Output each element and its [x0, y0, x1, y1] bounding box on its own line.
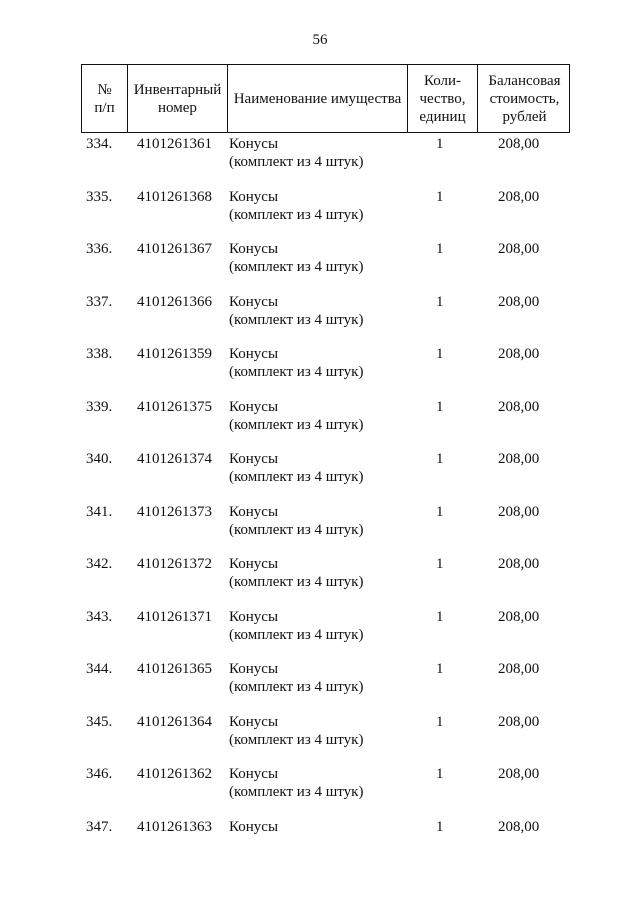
- inventory-number: 4101261359: [137, 346, 212, 362]
- row-number: 343.: [86, 608, 113, 625]
- quantity: 1: [436, 608, 444, 625]
- property-name: [229, 188, 363, 224]
- balance-cost: 208,00: [498, 188, 540, 205]
- row-number: 344.: [86, 661, 113, 677]
- property-name-line2: (комплект из 4 штук): [229, 784, 364, 800]
- table-row: [0, 713, 640, 766]
- property-name-line1: Конусы: [229, 293, 279, 310]
- table-row: [0, 398, 640, 451]
- balance-cost: 208,00: [498, 503, 540, 520]
- row-number: 338.: [86, 346, 113, 362]
- table-body: [0, 135, 640, 870]
- quantity: 1: [436, 136, 444, 152]
- property-name-line1: Конусы: [229, 451, 279, 467]
- quantity: 1: [436, 188, 444, 205]
- inventory-number: 4101261361: [137, 136, 212, 152]
- header-quantity: Коли- чество, единиц: [407, 65, 477, 132]
- row-number: 337.: [86, 293, 113, 310]
- table-row: [0, 240, 640, 293]
- property-name: [229, 240, 363, 276]
- inventory-number: 4101261375: [137, 398, 212, 415]
- property-name: [229, 398, 363, 434]
- property-name: [229, 818, 278, 836]
- inventory-number: 4101261364: [137, 713, 212, 730]
- property-name-line2: (комплект из 4 штук): [229, 206, 364, 223]
- table-header: [81, 64, 570, 133]
- quantity: 1: [436, 398, 444, 415]
- property-name-line1: Конусы: [229, 346, 279, 362]
- property-name: [229, 660, 363, 696]
- header-name: Наименование имущества: [227, 65, 407, 132]
- table-row: [0, 555, 640, 608]
- balance-cost: 208,00: [498, 398, 540, 415]
- table-row: [0, 135, 640, 188]
- property-name: [229, 713, 363, 749]
- balance-cost: 208,00: [498, 241, 540, 257]
- table-row: [0, 660, 640, 713]
- property-name-line2: (комплект из 4 штук): [229, 626, 364, 643]
- quantity: 1: [436, 503, 444, 520]
- quantity: 1: [436, 293, 444, 310]
- quantity: 1: [436, 451, 444, 467]
- table-row: [0, 608, 640, 661]
- table-row: [0, 450, 640, 503]
- quantity: 1: [436, 818, 444, 835]
- row-number: 345.: [86, 713, 113, 730]
- row-number: 334.: [86, 136, 113, 152]
- header-inventory: Инвентарный номер: [127, 65, 227, 132]
- property-name-line2: (комплект из 4 штук): [229, 416, 364, 433]
- quantity: 1: [436, 556, 444, 572]
- property-name-line1: Конусы: [229, 556, 279, 572]
- property-name-line2: (комплект из 4 штук): [229, 364, 364, 380]
- inventory-number: 4101261373: [137, 503, 212, 520]
- property-name-line2: (комплект из 4 штук): [229, 731, 364, 748]
- property-name-line1: Конусы: [229, 766, 279, 782]
- table-row: [0, 818, 640, 871]
- property-name-line1: Конусы: [229, 503, 279, 520]
- balance-cost: 208,00: [498, 556, 540, 572]
- table-row: [0, 503, 640, 556]
- inventory-number: 4101261362: [137, 766, 212, 782]
- property-name-line1: Конусы: [229, 241, 279, 257]
- row-number: 341.: [86, 503, 113, 520]
- property-name-line2: (комплект из 4 штук): [229, 469, 364, 485]
- property-name-line1: Конусы: [229, 818, 279, 835]
- property-name-line2: (комплект из 4 штук): [229, 679, 364, 695]
- balance-cost: 208,00: [498, 661, 540, 677]
- row-number: 335.: [86, 188, 113, 205]
- row-number: 336.: [86, 241, 113, 257]
- inventory-number: 4101261374: [137, 451, 212, 467]
- property-name: [229, 503, 363, 539]
- header-num: № п/п: [94, 81, 115, 116]
- inventory-number: 4101261366: [137, 293, 212, 310]
- inventory-number: 4101261372: [137, 556, 212, 572]
- page-number: 56: [312, 32, 328, 48]
- inventory-number: 4101261363: [137, 818, 212, 835]
- quantity: 1: [436, 346, 444, 362]
- property-name: [229, 293, 363, 329]
- header-cost: Балансовая стоимость, рублей: [477, 65, 571, 132]
- balance-cost: 208,00: [498, 766, 540, 782]
- property-name-line2: (комплект из 4 штук): [229, 259, 364, 275]
- table-row: [0, 293, 640, 346]
- property-name-line2: (комплект из 4 штук): [229, 154, 364, 170]
- property-name-line2: (комплект из 4 штук): [229, 574, 364, 590]
- row-number: 339.: [86, 398, 113, 415]
- balance-cost: 208,00: [498, 293, 540, 310]
- table-row: [0, 345, 640, 398]
- row-number: 340.: [86, 451, 113, 467]
- property-name-line1: Конусы: [229, 398, 279, 415]
- quantity: 1: [436, 241, 444, 257]
- quantity: 1: [436, 713, 444, 730]
- property-name: [229, 450, 363, 486]
- property-name-line1: Конусы: [229, 713, 279, 730]
- property-name: [229, 555, 363, 591]
- balance-cost: 208,00: [498, 608, 540, 625]
- inventory-number: 4101261367: [137, 241, 212, 257]
- property-name-line1: Конусы: [229, 661, 279, 677]
- property-name: [229, 765, 363, 801]
- property-name: [229, 608, 363, 644]
- property-name-line1: Конусы: [229, 188, 279, 205]
- quantity: 1: [436, 766, 444, 782]
- row-number: 347.: [86, 818, 113, 835]
- property-name: [229, 345, 363, 381]
- table-row: [0, 188, 640, 241]
- inventory-number: 4101261371: [137, 608, 212, 625]
- inventory-number: 4101261365: [137, 661, 212, 677]
- balance-cost: 208,00: [498, 136, 540, 152]
- property-name-line2: (комплект из 4 штук): [229, 311, 364, 328]
- quantity: 1: [436, 661, 444, 677]
- balance-cost: 208,00: [498, 451, 540, 467]
- balance-cost: 208,00: [498, 818, 540, 835]
- property-name: [229, 135, 363, 171]
- property-name-line1: Конусы: [229, 136, 279, 152]
- row-number: 342.: [86, 556, 113, 572]
- table-row: [0, 765, 640, 818]
- balance-cost: 208,00: [498, 346, 540, 362]
- property-name-line2: (комплект из 4 штук): [229, 521, 364, 538]
- row-number: 346.: [86, 766, 113, 782]
- inventory-number: 4101261368: [137, 188, 212, 205]
- property-name-line1: Конусы: [229, 608, 279, 625]
- balance-cost: 208,00: [498, 713, 540, 730]
